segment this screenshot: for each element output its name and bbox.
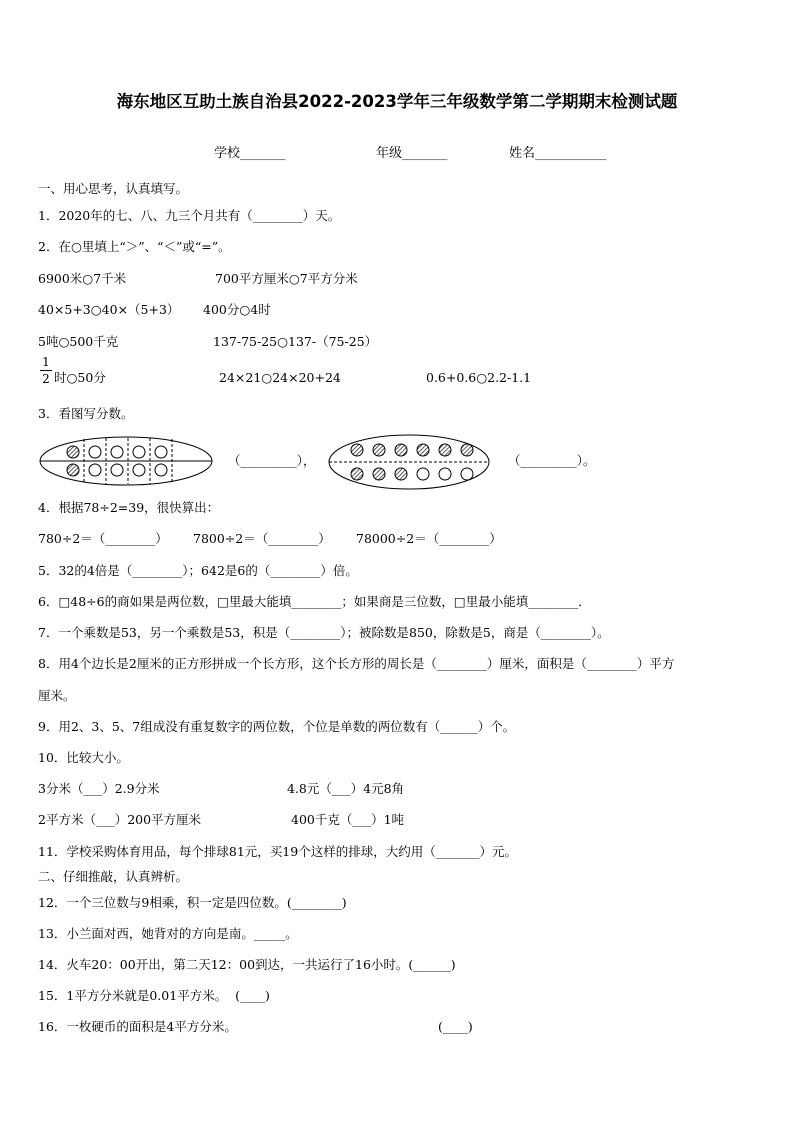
empty-circle	[133, 446, 145, 458]
empty-circle	[89, 464, 101, 476]
empty-circle	[133, 464, 145, 476]
question-15: 15．1平方分米就是0.01平方米。 (____)	[38, 988, 270, 1003]
shaded-circle	[67, 446, 79, 458]
question-16: 16．一枚硬币的面积是4平方分米。	[38, 1019, 237, 1034]
q4-item: 7800÷2＝（________）	[193, 531, 331, 546]
shaded-circle	[395, 444, 407, 456]
shaded-circle	[417, 444, 429, 456]
q10-item: 2平方米（___）200平方厘米	[38, 812, 202, 827]
question-14: 14．火车20：00开出，第二天12：00到达，一共运行了16小时。(______)	[38, 957, 456, 972]
shaded-circle	[373, 444, 385, 456]
q10-item: 3分米（___）2.9分米	[38, 781, 160, 796]
school-field: 学校_______	[214, 146, 286, 161]
shaded-circle	[461, 444, 473, 456]
q2-item: 5吨○500千克	[38, 334, 119, 349]
fraction-denominator: 2	[42, 372, 50, 386]
page-title: 海东地区互助土族自治县2022-2023学年三年级数学第二学期期末检测试题	[116, 92, 678, 111]
question-8: 8．用4个边长是2厘米的正方形拼成一个长方形，这个长方形的周长是（________）厘米，面积是（________）平方	[38, 656, 675, 671]
question-11: 11．学校采购体育用品，每个排球81元，买19个这样的排球，大约用（_______）元。	[38, 844, 517, 859]
q4-item: 780÷2＝（________）	[38, 531, 168, 546]
q3-answer-blank-1[interactable]: （_________），	[228, 453, 316, 468]
question-9: 9．用2、3、5、7组成没有重复数字的两位数，个位是单数的两位数有（______）个。	[38, 719, 516, 734]
question-7: 7．一个乘数是53，另一个乘数是53，积是（________）；被除数是850，除数是5，商是（________）。	[38, 625, 610, 640]
q2-item: 40×5+3○40×（5+3）	[38, 302, 180, 317]
q2-item: 0.6+0.6○2.2-1.1	[426, 370, 532, 385]
empty-circle	[439, 468, 451, 480]
empty-circle	[155, 446, 167, 458]
question-13: 13．小兰面对西，她背对的方向是南。_____。	[38, 926, 298, 941]
shaded-circle	[439, 444, 451, 456]
shaded-circle	[373, 468, 385, 480]
q2-item: 6900米○7千米	[38, 271, 127, 286]
q10-item: 400千克（___）1吨	[291, 812, 405, 827]
section-2-heading: 二、仔细推敲，认真辨析。	[38, 869, 189, 884]
fraction-figure-2	[327, 433, 491, 491]
q2-item: 时○50分	[54, 370, 106, 385]
q2-item: 137-75-25○137-（75-25）	[213, 334, 378, 349]
question-3: 3．看图写分数。	[38, 406, 134, 421]
empty-circle	[89, 446, 101, 458]
q10-item: 4.8元（___）4元8角	[287, 781, 405, 796]
question-10: 10．比较大小。	[38, 750, 129, 765]
fraction-one-half	[40, 355, 52, 386]
empty-circle	[461, 468, 473, 480]
empty-circle	[111, 446, 123, 458]
grade-field: 年级_______	[376, 146, 448, 161]
question-4: 4．根据78÷2=39，很快算出：	[38, 500, 220, 515]
question-12: 12．一个三位数与9相乘，积一定是四位数。(________)	[38, 895, 347, 910]
q4-item: 78000÷2＝（________）	[356, 531, 502, 546]
q2-item: 24×21○24×20+24	[219, 370, 341, 385]
shaded-circle	[395, 468, 407, 480]
question-2: 2．在○里填上“＞”、“＜”或“=”。	[38, 239, 231, 254]
empty-circle	[155, 464, 167, 476]
q2-item: 400分○4时	[203, 302, 271, 317]
section-1-heading: 一、用心思考，认真填写。	[38, 181, 189, 196]
name-field: 姓名___________	[509, 146, 607, 161]
question-1: 1．2020年的七、八、九三个月共有（________）天。	[38, 208, 341, 223]
q2-item: 700平方厘米○7平方分米	[215, 271, 358, 286]
shaded-circle	[351, 468, 363, 480]
shaded-circle	[67, 464, 79, 476]
empty-circle	[417, 468, 429, 480]
empty-circle	[111, 464, 123, 476]
question-8-continued: 厘米。	[38, 688, 76, 703]
fraction-numerator: 1	[42, 355, 50, 369]
fraction-bar	[40, 370, 52, 371]
fraction-figure-1	[38, 435, 214, 487]
q16-answer-blank[interactable]: (____)	[438, 1019, 473, 1034]
question-6: 6．□48÷6的商如果是两位数，□里最大能填________；如果商是三位数，□里最小能填________．	[38, 594, 591, 609]
q3-answer-blank-2[interactable]: （_________）。	[508, 453, 596, 468]
question-5: 5．32的4倍是（________）；642是6的（________）倍。	[38, 563, 358, 578]
shaded-circle	[351, 444, 363, 456]
